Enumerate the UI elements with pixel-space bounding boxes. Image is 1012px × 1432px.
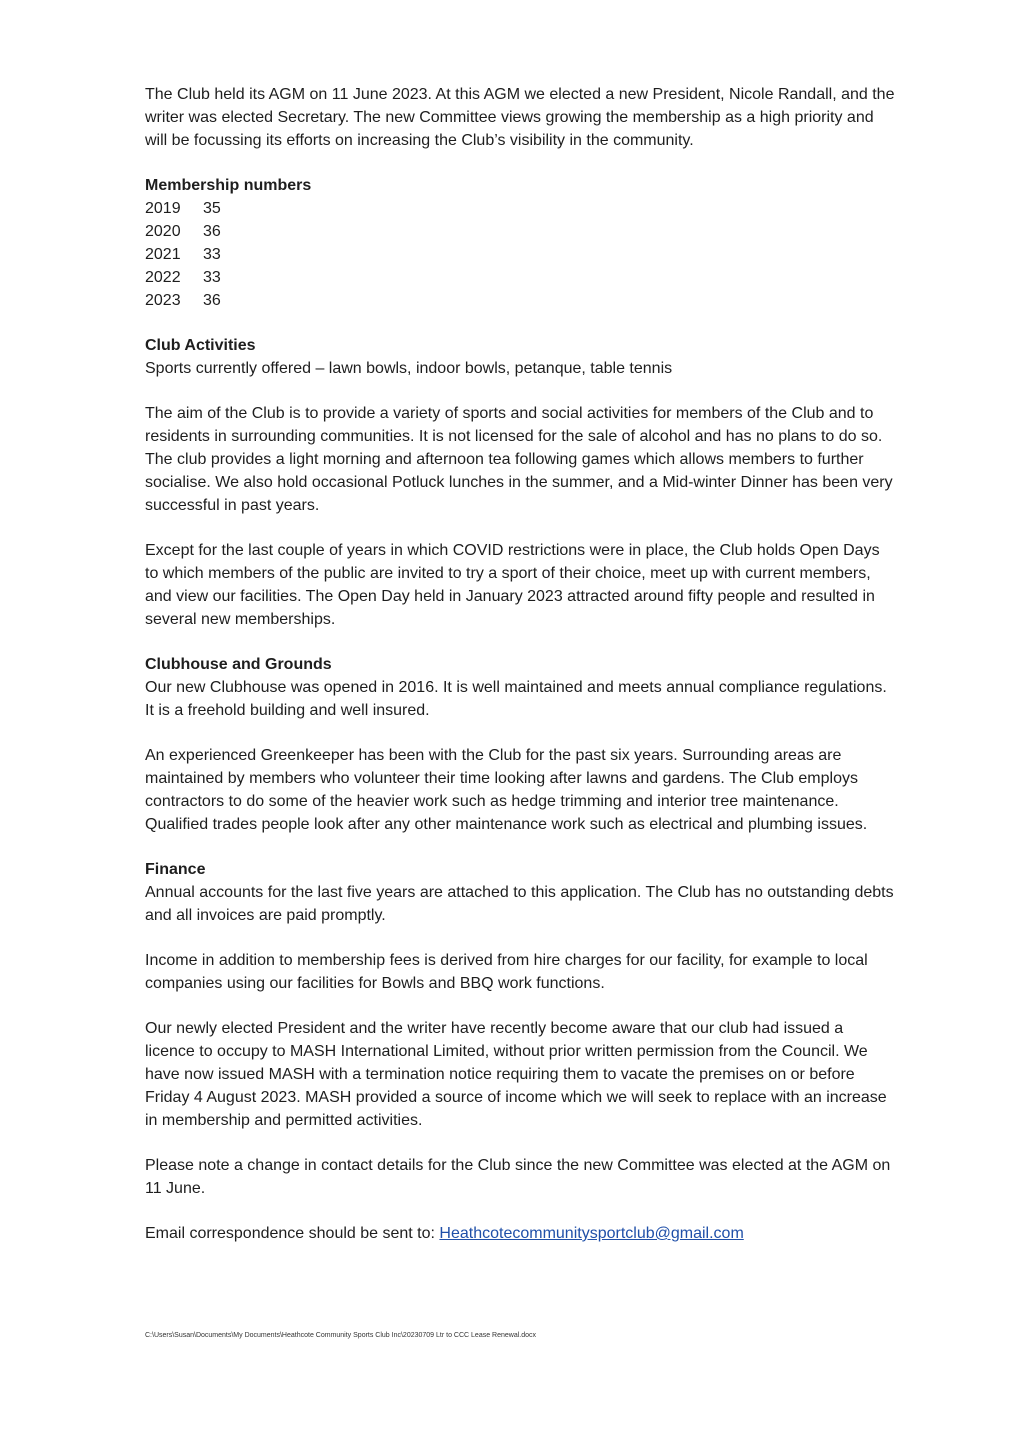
membership-table [145, 197, 895, 312]
membership-count: 36 [203, 292, 221, 309]
membership-year: 2021 [145, 246, 181, 263]
open-days-paragraph: Except for the last couple of years in which COVID restrictions were in place, the Club holds Open Days to which members of the public are invited to try a sport of their choice, meet up with current members, and view our facilities. The Open Day held in January 2023 attracted around fifty people and resulted in several new memberships. [145, 542, 880, 628]
membership-year: 2022 [145, 269, 181, 286]
email-label: Email correspondence should be sent to: [145, 1225, 440, 1242]
income-paragraph: Income in addition to membership fees is derived from hire charges for our facility, for example to local companies using our facilities for Bowls and BBQ work functions. [145, 952, 868, 992]
membership-count: 35 [203, 200, 221, 217]
membership-row [145, 266, 895, 289]
membership-year: 2023 [145, 292, 181, 309]
membership-row [145, 220, 895, 243]
email-link[interactable]: Heathcotecommunitysportclub@gmail.com [439, 1225, 744, 1242]
club-aim-paragraph: The aim of the Club is to provide a variety of sports and social activities for members of the Club and to residents in surrounding communities. It is not licensed for the sale of alcohol and has no plans to do so. The club provides a light morning and afternoon tea following games which allows members to further socialise. We also hold occasional Potluck lunches in the summer, and a Mid-winter Dinner has been very successful in past years. [145, 405, 893, 514]
file-path-footer: C:\Users\Susan\Documents\My Documents\Heathcote Community Sports Club Inc\20230709 Ltr to CCC Lease Renewal.docx [145, 1332, 537, 1339]
membership-row [145, 289, 895, 312]
membership-count: 33 [203, 246, 221, 263]
accounts-paragraph: Annual accounts for the last five years are attached to this application. The Club has no outstanding debts and all invoices are paid promptly. [145, 884, 894, 924]
membership-row [145, 243, 895, 266]
finance-heading: Finance [145, 861, 206, 878]
membership-heading: Membership numbers [145, 177, 312, 194]
contact-change-paragraph: Please note a change in contact details for the Club since the new Committee was elected at the AGM on 11 June. [145, 1157, 891, 1197]
membership-row [145, 197, 895, 220]
email-line [145, 1222, 895, 1245]
clubhouse-paragraph: Our new Clubhouse was opened in 2016. It is well maintained and meets annual compliance regulations. It is a freehold building and well insured. [145, 679, 887, 719]
mash-paragraph: Our newly elected President and the writer have recently become aware that our club had issued a licence to occupy to MASH International Limited, without prior written permission from the Council. We have now issued MASH with a termination notice requiring them to vacate the premises on or before Friday 4 August 2023. MASH provided a source of income which we will seek to replace with an increase in membership and permitted activities. [145, 1020, 887, 1129]
intro-paragraph: The Club held its AGM on 11 June 2023. At this AGM we elected a new President, Nicole Randall, and the writer was elected Secretary. The new Committee views growing the membership as a high priority and will be focussing its efforts on increasing the Club’s visibility in the community. [145, 86, 895, 149]
clubhouse-heading: Clubhouse and Grounds [145, 656, 332, 673]
membership-count: 33 [203, 269, 221, 286]
sports-offered: Sports currently offered – lawn bowls, indoor bowls, petanque, table tennis [145, 360, 673, 377]
membership-year: 2019 [145, 200, 181, 217]
activities-heading: Club Activities [145, 337, 256, 354]
membership-count: 36 [203, 223, 221, 240]
membership-year: 2020 [145, 223, 181, 240]
grounds-paragraph: An experienced Greenkeeper has been with the Club for the past six years. Surrounding areas are maintained by members who volunteer their time looking after lawns and gardens. The Club employs contractors to do some of the heavier work such as hedge trimming and interior tree maintenance. Qualified trades people look after any other maintenance work such as electrical and plumbing issues. [145, 747, 868, 833]
letter-body [145, 83, 895, 1267]
